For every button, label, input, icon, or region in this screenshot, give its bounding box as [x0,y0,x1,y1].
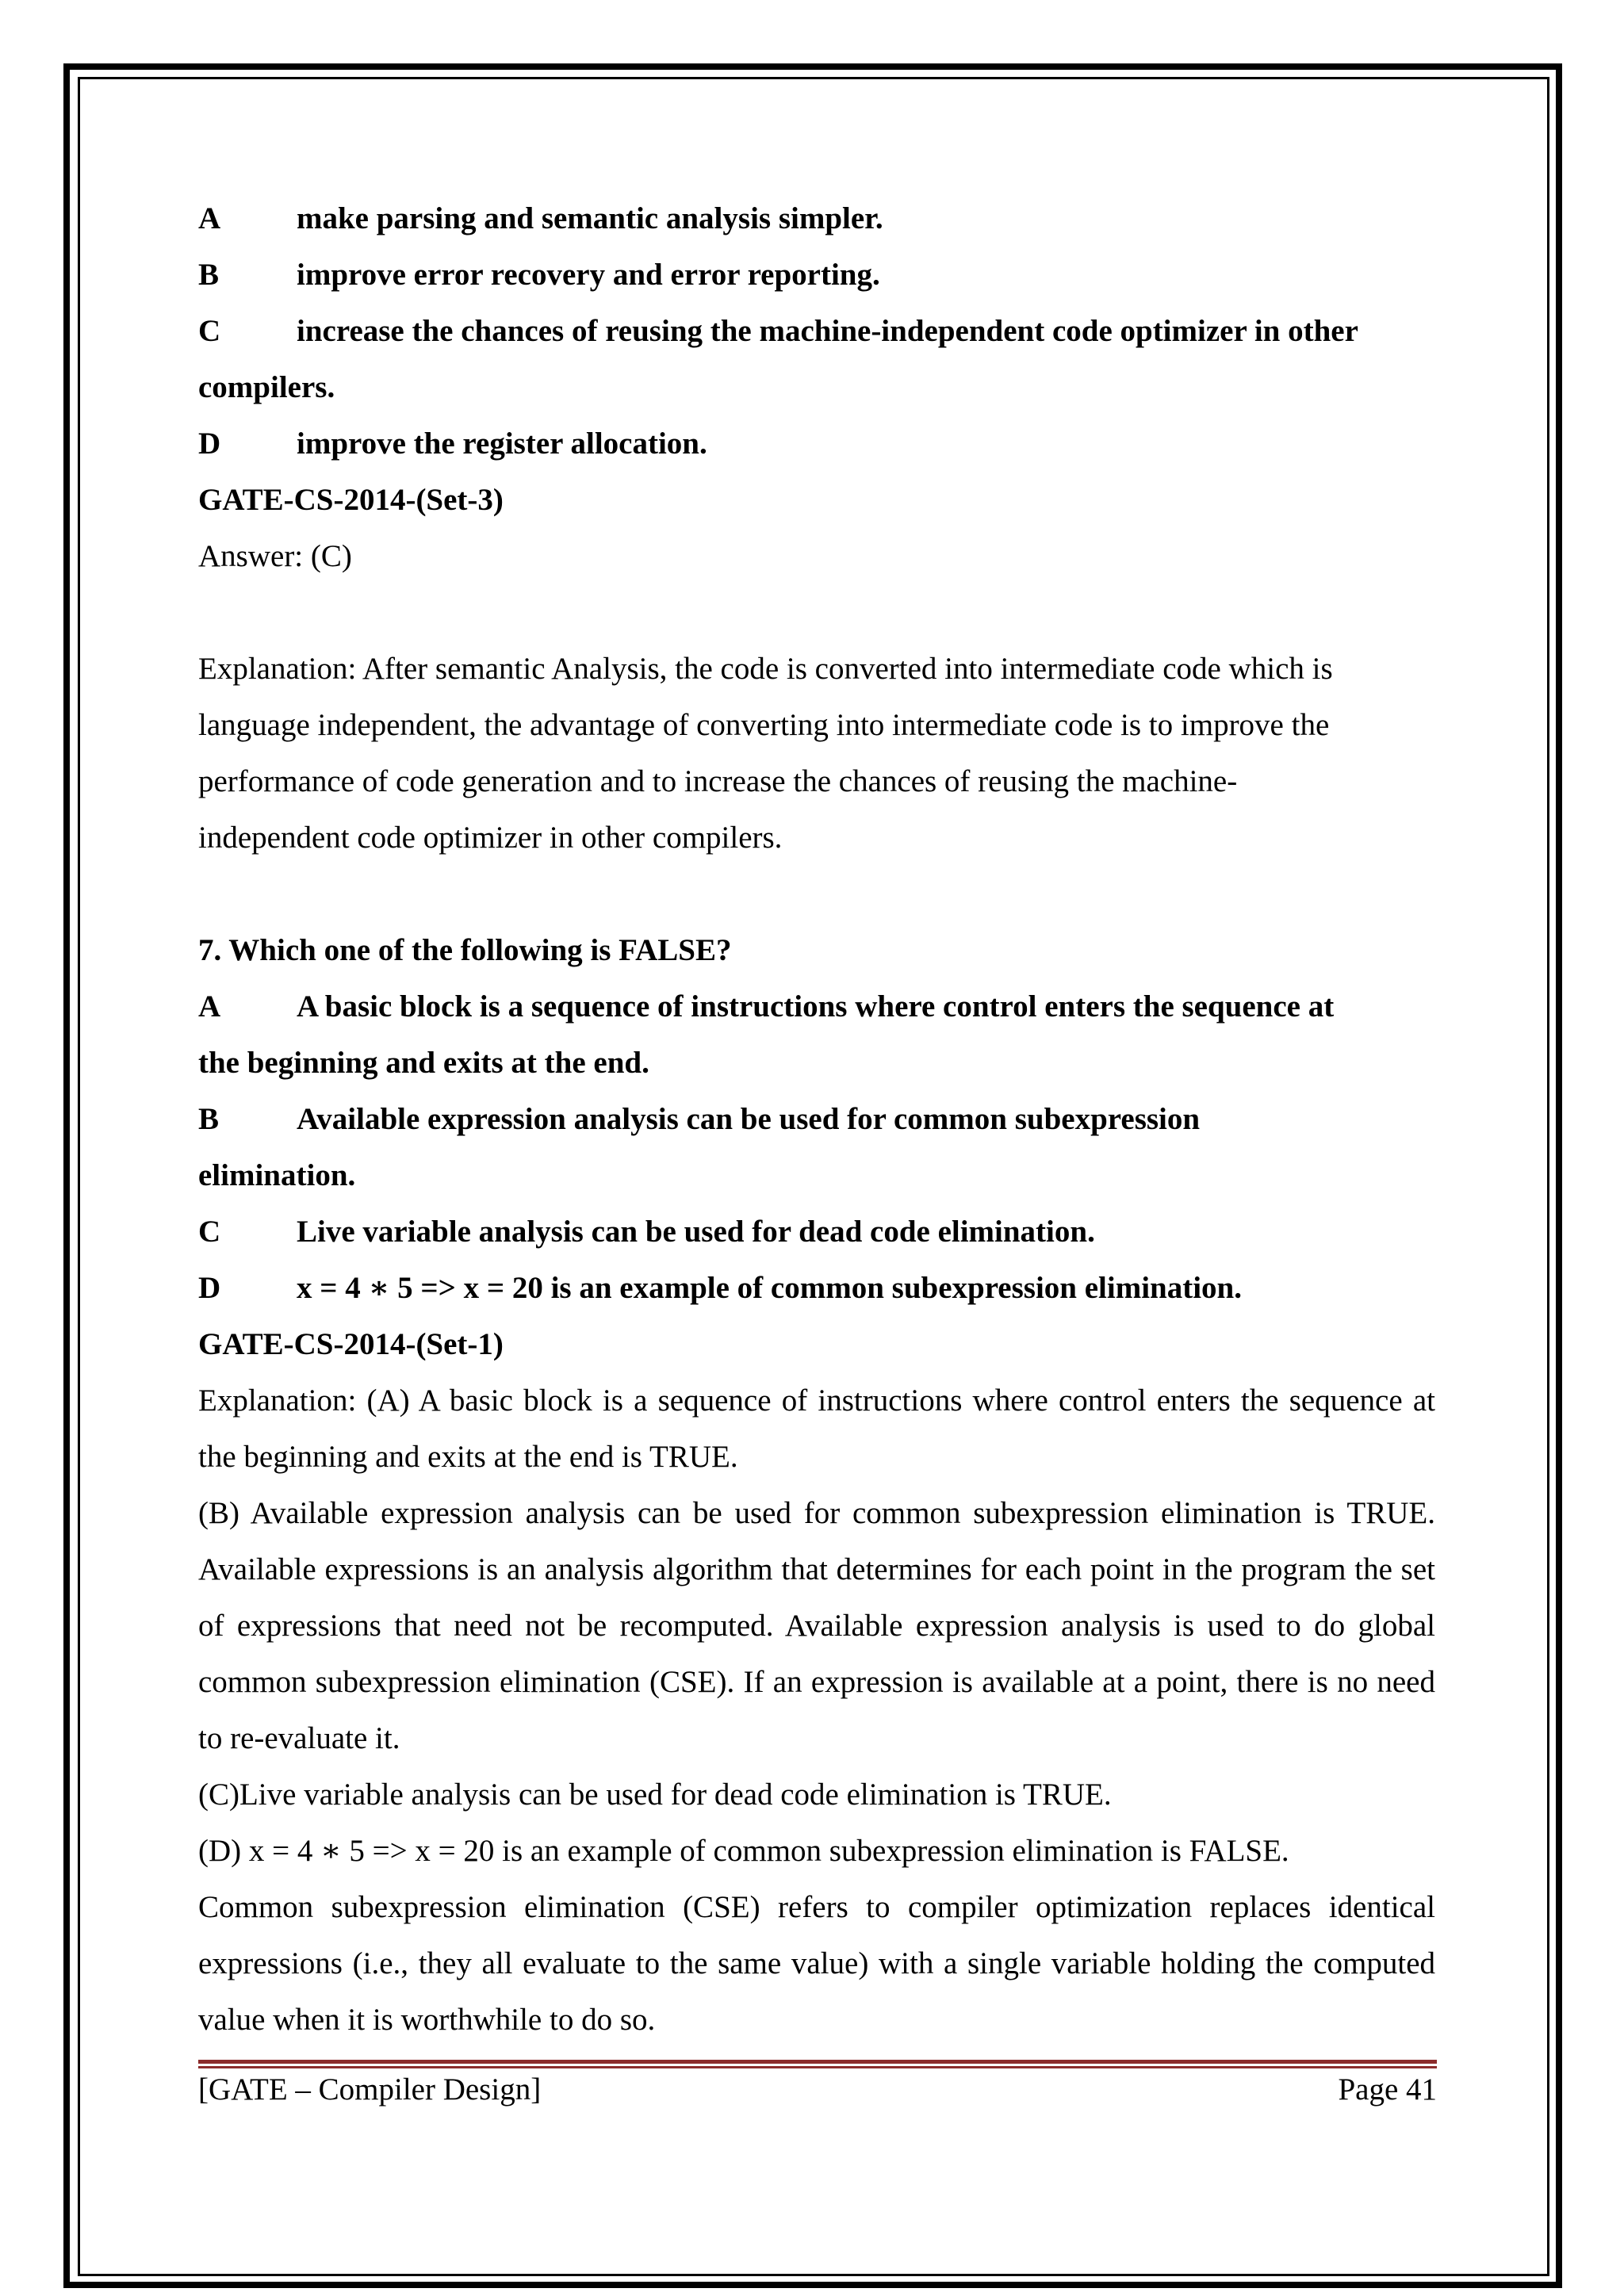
q6-option-d: D improve the register allocation. [198,427,707,461]
q7-option-b-continuation: elimination. [198,1158,356,1192]
q6-explanation-line-2: language independent, the advantage of converting into intermediate code is to improve the [198,708,1330,742]
page-footer [198,2066,1437,2114]
q7-option-a: A A basic block is a sequence of instructions where control enters the sequence at [198,989,1335,1024]
q7-explanation-a: Explanation: (A) A basic block is a sequence of instructions where control enters the sequence at the beginning and exits at the end is TRUE. [198,1383,1435,1474]
q7-question: 7. Which one of the following is FALSE? [198,933,732,967]
q6-option-c: C increase the chances of reusing the machine-independent code optimizer in other [198,314,1358,348]
q7-source: GATE-CS-2014-(Set-1) [198,1327,504,1361]
q7-option-d: D x = 4 ∗ 5 => x = 20 is an example of common subexpression elimination. [198,1271,1242,1305]
page-number: Page 41 [1338,2072,1437,2107]
q6-answer: Answer: (C) [198,539,352,573]
page-content [198,190,1435,2048]
q7-explanation-b: (B) Available expression analysis can be used for common subexpression elimination is TRUE. Available expressions is an analysis algorithm that determines for each point in the program the set of expressions that need not be recomputed. Available expression analysis is used to do global common subexpression elimination (CSE). If an expression is available at a point, there is no need to re-evaluate it. [198,1496,1435,1755]
q7-option-a-continuation: the beginning and exits at the end. [198,1046,649,1080]
q6-explanation-line-4: independent code optimizer in other compilers. [198,821,783,855]
q6-explanation-line-1: Explanation: After semantic Analysis, the code is converted into intermediate code which is [198,652,1333,686]
q7-explanation-c: (C)Live variable analysis can be used for dead code elimination is TRUE. [198,1777,1112,1812]
q7-option-c: C Live variable analysis can be used for dead code elimination. [198,1215,1095,1249]
q7-explanation-cse: Common subexpression elimination (CSE) refers to compiler optimization replaces identical expressions (i.e., they all evaluate to the same value) with a single variable holding the computed value when it is worthwhile to do so. [198,1890,1435,2037]
q7-explanation-d: (D) x = 4 ∗ 5 => x = 20 is an example of common subexpression elimination is FALSE. [198,1834,1289,1868]
q7-option-b: B Available expression analysis can be used for common subexpression [198,1102,1201,1136]
footer-title: [GATE – Compiler Design] [198,2072,542,2107]
q6-explanation-line-3: performance of code generation and to increase the chances of reusing the machine- [198,764,1238,798]
q6-option-b: B improve error recovery and error reporting. [198,258,880,292]
q6-option-a: A make parsing and semantic analysis simpler. [198,201,883,235]
q6-source: GATE-CS-2014-(Set-3) [198,483,504,517]
q6-option-c-continuation: compilers. [198,370,335,404]
